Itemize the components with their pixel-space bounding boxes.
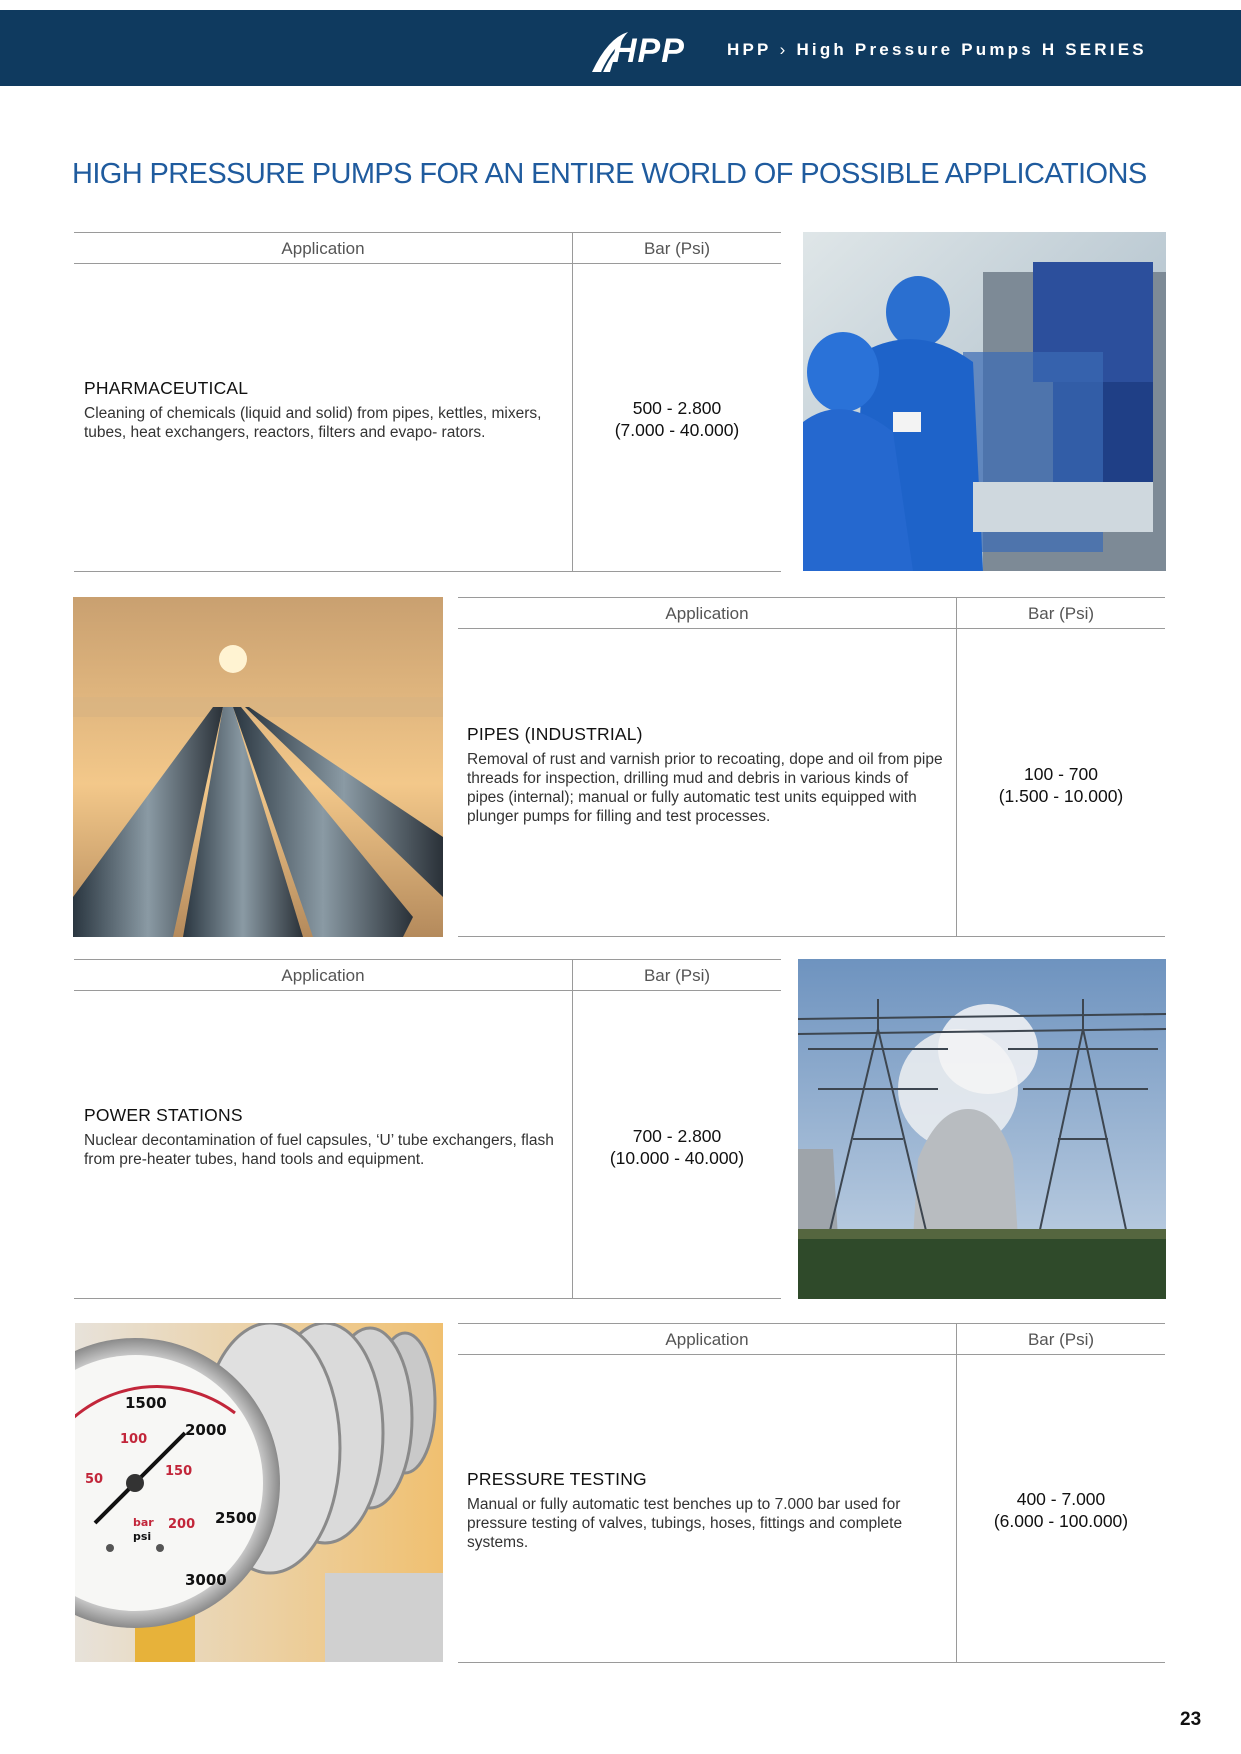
gauge-inner-tick: 200 xyxy=(168,1517,196,1532)
application-cell xyxy=(467,724,947,826)
pipelines-sunset-photo xyxy=(73,597,443,937)
pressure-bar-value: 400 - 7.000 xyxy=(1016,1489,1106,1509)
application-description: Cleaning of chemicals (liquid and solid) from pipes, kettles, mixers, tubes, heat exchangers, reactors, filters and evapo- rators. xyxy=(84,405,542,441)
pressure-cell xyxy=(573,1125,781,1169)
application-name: PIPES (INDUSTRIAL) xyxy=(467,724,643,744)
column-header-bar: Bar (Psi) xyxy=(957,1324,1165,1355)
pressure-psi-value: (10.000 - 40.000) xyxy=(609,1148,745,1168)
gauge-outer-tick: 3000 xyxy=(185,1571,227,1589)
power-plant-photo xyxy=(798,959,1166,1299)
application-cell xyxy=(84,1105,562,1169)
breadcrumb xyxy=(727,40,1147,60)
pressure-bar-value: 500 - 2.800 xyxy=(632,398,722,418)
gauge-inner-tick: 50 xyxy=(85,1472,104,1487)
application-description: Removal of rust and varnish prior to recoating, dope and oil from pipe threads for inspection, drilling mud and debris in various kinds of pipes (internal); manual or fully automatic test units equipped with plunger pumps for filling and test processes. xyxy=(467,751,943,825)
application-name: POWER STATIONS xyxy=(84,1105,243,1125)
breadcrumb-brand: HPP xyxy=(727,40,772,59)
application-table-power-stations xyxy=(74,959,781,1299)
application-cell xyxy=(84,378,562,442)
application-name: PHARMACEUTICAL xyxy=(84,378,249,398)
pressure-psi-value: (6.000 - 100.000) xyxy=(993,1511,1129,1531)
application-cell xyxy=(467,1469,947,1552)
pressure-cell xyxy=(957,1488,1165,1532)
application-description: Nuclear decontamination of fuel capsules, ‘U’ tube exchangers, flash from pre-heater tubes, hand tools and equipment. xyxy=(84,1132,554,1168)
pressure-gauges-photo xyxy=(75,1323,443,1662)
application-name: PRESSURE TESTING xyxy=(467,1469,647,1489)
column-header-application: Application xyxy=(458,598,956,629)
application-table-pressure-testing xyxy=(458,1323,1165,1663)
gauge-inner-tick: 100 xyxy=(120,1432,148,1447)
header-bar xyxy=(0,10,1241,86)
pressure-bar-value: 100 - 700 xyxy=(1024,764,1098,784)
page-title: HIGH PRESSURE PUMPS FOR AN ENTIRE WORLD OF POSSIBLE APPLICATIONS xyxy=(72,158,1147,190)
gauge-outer-tick: 2000 xyxy=(185,1421,227,1439)
pressure-psi-value: (7.000 - 40.000) xyxy=(614,420,740,440)
gauge-outer-tick: 1500 xyxy=(125,1394,167,1412)
application-description: Manual or fully automatic test benches up to 7.000 bar used for pressure testing of valves, tubings, hoses, fittings and complete systems. xyxy=(467,1496,903,1551)
pressure-cell xyxy=(573,397,781,441)
column-header-bar: Bar (Psi) xyxy=(957,598,1165,629)
column-header-application: Application xyxy=(74,233,572,264)
application-table-pharmaceutical xyxy=(74,232,781,572)
column-header-application: Application xyxy=(458,1324,956,1355)
breadcrumb-title: High Pressure Pumps H SERIES xyxy=(796,40,1147,59)
gauge-inner-tick: 150 xyxy=(165,1464,193,1479)
pressure-psi-value: (1.500 - 10.000) xyxy=(998,786,1124,806)
application-table-pipes xyxy=(458,597,1165,937)
gauge-unit-bar: bar xyxy=(133,1516,154,1529)
lab-workers-photo xyxy=(803,232,1166,571)
breadcrumb-separator: › xyxy=(779,40,789,59)
pressure-bar-value: 700 - 2.800 xyxy=(632,1126,722,1146)
gauge-outer-tick: 2500 xyxy=(215,1509,257,1527)
logo-text: HPP xyxy=(612,32,685,70)
pressure-cell xyxy=(957,763,1165,807)
column-header-bar: Bar (Psi) xyxy=(573,233,781,264)
gauge-unit-psi: psi xyxy=(133,1530,152,1543)
column-header-application: Application xyxy=(74,960,572,991)
page-number: 23 xyxy=(1180,1709,1202,1730)
column-header-bar: Bar (Psi) xyxy=(573,960,781,991)
